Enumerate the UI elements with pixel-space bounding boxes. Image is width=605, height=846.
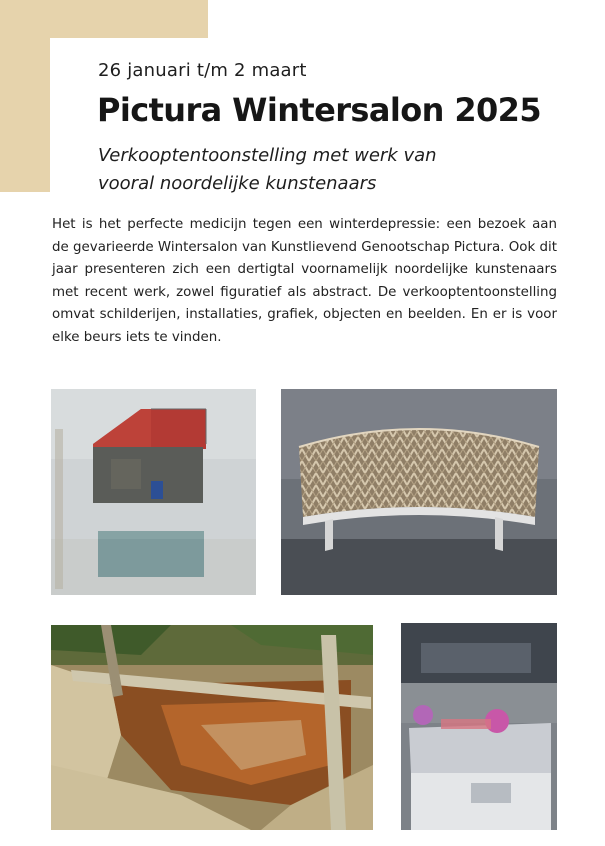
artwork-house-painting <box>51 389 256 595</box>
artwork-forest-stream <box>51 625 373 830</box>
artwork-woven-sculpture <box>281 389 557 595</box>
subtitle-line-2: vooral noordelijke kunstenaars <box>98 173 377 194</box>
date-range: 26 januari t/m 2 maart <box>98 60 307 81</box>
intro-paragraph: Het is het perfecte medicijn tegen een winterdepressie: een bezoek aan de gevarieerde Wintersalon van Kunstlievend Genootschap Pictura. Ook dit jaar presenteren zich een dertigtal voornamelijk noordelijke kunstenaars met recent werk, zowel figuratief als abstract. De verkooptentoonstelling omvat schilderijen, installaties, grafiek, objecten en beelden. En er is voor elke beurs iets te vinden. <box>52 217 557 345</box>
subtitle-line-1: Verkooptentoonstelling met werk van <box>98 145 437 166</box>
artwork-abstract-grey <box>401 623 557 830</box>
subtitle <box>98 142 568 198</box>
page-title: Pictura Wintersalon 2025 <box>97 91 541 129</box>
